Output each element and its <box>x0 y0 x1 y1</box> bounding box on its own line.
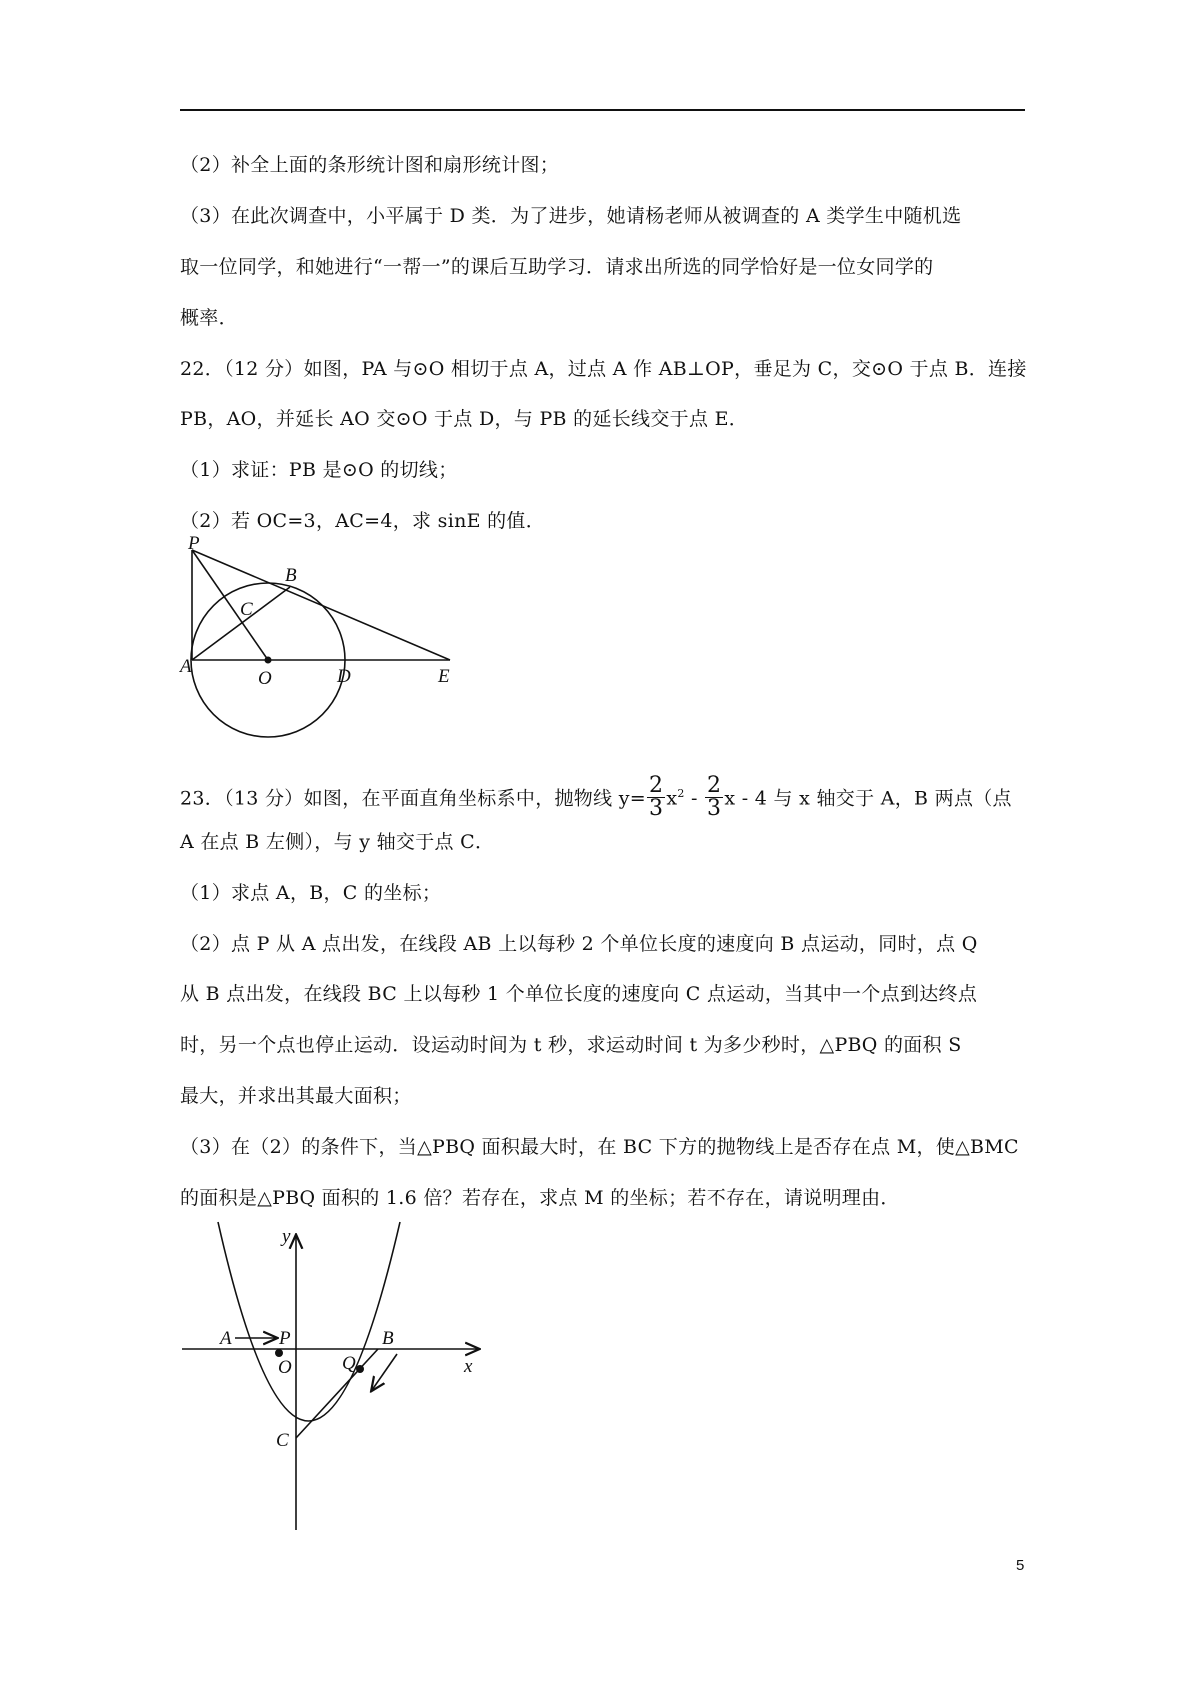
fraction-1-num: 2 <box>649 773 664 798</box>
fig22-label-P: P <box>188 533 200 554</box>
fig23-label-C: C <box>276 1430 289 1451</box>
text-line-4: 概率． <box>180 307 238 329</box>
text-line-q23-6: 时，另一个点也停止运动．设运动时间为 t 秒，求运动时间 t 为多少秒时，△PBQ 的面积 S <box>180 1034 962 1056</box>
question-23-title <box>180 773 1012 822</box>
question-23-part3: （3）在（2）的条件下，当△PBQ 面积最大时，在 BC 下方的抛物线上是否存在点 M，使△BMC <box>180 1136 1019 1158</box>
fig23-label-B: B <box>382 1328 394 1349</box>
q23-minus: - <box>684 787 705 810</box>
fraction-2 <box>705 775 723 820</box>
fig23-label-P: P <box>279 1328 291 1349</box>
q23-pre: 23．（13 分）如图，在平面直角坐标系中，抛物线 y= <box>180 787 646 810</box>
text-line-q23-2: A 在点 B 左侧），与 y 轴交于点 C． <box>180 831 495 853</box>
text-line-2: （3）在此次调查中，小平属于 D 类．为了进步，她请杨老师从被调查的 A 类学生中随机选 <box>180 205 962 227</box>
fig22-label-A: A <box>180 656 192 677</box>
text-line-1: （2）补全上面的条形统计图和扇形统计图； <box>180 154 560 176</box>
fraction-1-den: 3 <box>649 796 664 821</box>
text-line-q23-5: 从 B 点出发，在线段 BC 上以每秒 1 个单位长度的速度向 C 点运动，当其中一个点到达终点 <box>180 983 978 1005</box>
page-number: 5 <box>1016 1557 1025 1574</box>
text-line-3: 取一位同学，和她进行“一帮一”的课后互助学习．请求出所选的同学恰好是一位女同学的 <box>180 256 934 278</box>
fraction-2-den: 3 <box>707 796 722 821</box>
figure-23 <box>180 1226 500 1540</box>
q23-x: x <box>666 787 678 810</box>
fig22-label-C: C <box>240 599 253 620</box>
text-line-q23-7: 最大，并求出其最大面积； <box>180 1085 412 1107</box>
question-22-part2: （2）若 OC=3，AC=4，求 sinE 的值． <box>180 510 546 532</box>
fig23-label-y: y <box>282 1226 291 1247</box>
question-23-part2: （2）点 P 从 A 点出发，在线段 AB 上以每秒 2 个单位长度的速度向 B 点运动，同时，点 Q <box>180 933 978 955</box>
question-23-part1: （1）求点 A，B，C 的坐标； <box>180 882 442 904</box>
question-22-title: 22．（12 分）如图，PA 与⊙O 相切于点 A，过点 A 作 AB⊥OP，垂足为 C，交⊙O 于点 B．连接 <box>180 358 1027 380</box>
q23-post: x - 4 与 x 轴交于 A，B 两点（点 <box>724 787 1012 810</box>
fig23-label-O: O <box>278 1357 292 1378</box>
text-line-6: PB，AO，并延长 AO 交⊙O 于点 D，与 PB 的延长线交于点 E． <box>180 408 749 430</box>
fig22-label-D: D <box>337 666 351 687</box>
fraction-2-num: 2 <box>707 773 722 798</box>
fig22-label-B: B <box>285 565 297 586</box>
header-rule <box>180 109 1025 111</box>
fig22-label-O: O <box>258 668 272 689</box>
figure-22 <box>180 535 470 745</box>
fig23-label-Q: Q <box>342 1353 356 1374</box>
q23-exponent: 2 <box>677 787 685 801</box>
fig23-label-x: x <box>464 1356 473 1377</box>
question-22-part1: （1）求证：PB 是⊙O 的切线； <box>180 459 458 481</box>
text-line-q23-9: 的面积是△PBQ 面积的 1.6 倍？若存在，求点 M 的坐标；若不存在，请说明理由． <box>180 1187 900 1209</box>
fraction-1 <box>647 775 665 820</box>
fig22-label-E: E <box>438 666 450 687</box>
fig23-label-A: A <box>220 1328 232 1349</box>
